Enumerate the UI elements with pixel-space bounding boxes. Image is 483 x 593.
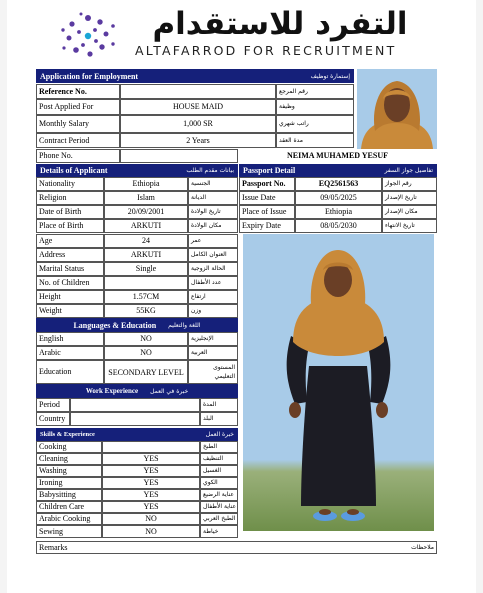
skill-cooking-label: Cooking: [36, 441, 102, 453]
issue-place-value[interactable]: Ethiopia: [295, 205, 382, 219]
skill-cleaning-label-ar: التنظيف: [200, 453, 238, 465]
passport-title: Passport Detail: [243, 166, 296, 175]
marital-label-ar: الحالة الزوجية: [188, 262, 238, 276]
post-value[interactable]: HOUSE MAID: [120, 99, 276, 115]
pob-label: Place of Birth: [36, 219, 104, 233]
arabic-label: Arabic: [36, 346, 104, 360]
skill-washing-label-ar: الغسيل: [200, 465, 238, 477]
skill-children-care-value[interactable]: YES: [102, 501, 200, 513]
reference-value[interactable]: [120, 84, 276, 99]
portrait-figure-icon: [357, 69, 437, 149]
issue-date-label-ar: تاريخ الإصدار: [382, 191, 437, 205]
skill-washing-value[interactable]: YES: [102, 465, 200, 477]
education-value[interactable]: SECONDARY LEVEL: [104, 360, 188, 384]
brand-english-name: ALTAFARROD FOR RECRUITMENT: [135, 43, 397, 58]
application-title: Application for Employment: [40, 71, 139, 81]
issue-place-label: Place of Issue: [239, 205, 295, 219]
expiry-date-value[interactable]: 08/05/2030: [295, 219, 382, 233]
dob-label: Date of Birth: [36, 205, 104, 219]
arabic-label-ar: العربية: [188, 346, 238, 360]
period-label: Period: [36, 398, 70, 412]
children-value[interactable]: [104, 276, 188, 290]
remarks-label: Remarks: [39, 542, 68, 552]
post-label-ar: وظيفة: [276, 99, 354, 115]
expiry-date-label-ar: تاريخ الانتهاء: [382, 219, 437, 233]
issue-date-label: Issue Date: [239, 191, 295, 205]
skill-ironing-value[interactable]: YES: [102, 477, 200, 489]
work-title: Work Experience: [85, 387, 139, 395]
salary-label-ar: راتب شهري: [276, 115, 354, 133]
skill-cleaning-label: Cleaning: [36, 453, 102, 465]
skill-ironing-label: Ironing: [36, 477, 102, 489]
weight-label: Weight: [36, 304, 104, 318]
skill-sewing-label: Sewing: [36, 525, 102, 538]
contract-value[interactable]: 2 Years: [120, 133, 276, 148]
skill-sewing-value[interactable]: NO: [102, 525, 200, 538]
height-value[interactable]: 1.57CM: [104, 290, 188, 304]
period-value[interactable]: [70, 398, 200, 412]
age-label-ar: عمر: [188, 234, 238, 248]
passport-no-value[interactable]: EQ2561563: [295, 177, 382, 191]
post-label: Post Applied For: [36, 99, 120, 115]
education-label: Education: [36, 360, 104, 384]
address-value[interactable]: ARKUTI: [104, 248, 188, 262]
issue-place-label-ar: مكان الإصدار: [382, 205, 437, 219]
weight-label-ar: وزن: [188, 304, 238, 318]
skill-babysitting-value[interactable]: YES: [102, 489, 200, 501]
passport-header: [239, 164, 437, 177]
applicant-header: [36, 164, 238, 177]
address-label-ar: العنوان الكامل: [188, 248, 238, 262]
expiry-date-label: Expiry Date: [239, 219, 295, 233]
skill-children-care-label-ar: عناية الأطفال: [200, 501, 238, 513]
dob-value[interactable]: 20/09/2001: [104, 205, 188, 219]
issue-date-value[interactable]: 09/05/2025: [295, 191, 382, 205]
passport-no-label: Passport No.: [239, 177, 295, 191]
applicant-full-photo: [243, 234, 434, 531]
nationality-value[interactable]: Ethiopia: [104, 177, 188, 191]
reference-label-ar: رقم المرجع: [276, 84, 354, 99]
marital-label: Marital Status: [36, 262, 104, 276]
pob-value[interactable]: ARKUTI: [104, 219, 188, 233]
contract-label: Contract Period: [36, 133, 120, 148]
applicant-title: Details of Applicant: [40, 166, 108, 175]
work-header: [36, 384, 238, 398]
religion-label: Religion: [36, 191, 104, 205]
country-value[interactable]: [70, 412, 200, 426]
reference-label: Reference No.: [36, 84, 120, 99]
children-label: No. of Children: [36, 276, 104, 290]
full-body-figure-icon: [243, 234, 434, 531]
passport-title-ar: تفاصيل جواز السفر: [384, 167, 433, 174]
phone-value[interactable]: [120, 149, 238, 163]
children-label-ar: عدد الأطفال: [188, 276, 238, 290]
skill-arabic-cooking-label-ar: الطبخ العربي: [200, 513, 238, 525]
dob-label-ar: تاريخ الولادة: [188, 205, 238, 219]
phone-label: Phone No.: [36, 149, 120, 163]
skill-children-care-label: Children Care: [36, 501, 102, 513]
application-title-ar: إستمارة توظيف: [310, 72, 350, 80]
remarks-row[interactable]: [36, 541, 437, 554]
skill-ironing-label-ar: الكوي: [200, 477, 238, 489]
height-label-ar: ارتفاع: [188, 290, 238, 304]
pob-label-ar: مكان الولادة: [188, 219, 238, 233]
applicant-title-ar: بيانات مقدم الطلب: [186, 167, 234, 174]
nationality-label-ar: الجنسية: [188, 177, 238, 191]
english-label: English: [36, 332, 104, 346]
skill-babysitting-label-ar: عناية الرضيع: [200, 489, 238, 501]
skill-arabic-cooking-label: Arabic Cooking: [36, 513, 102, 525]
marital-value[interactable]: Single: [104, 262, 188, 276]
salary-value[interactable]: 1,000 SR: [120, 115, 276, 133]
arabic-value[interactable]: NO: [104, 346, 188, 360]
salary-label: Monthly Salary: [36, 115, 120, 133]
application-header: [36, 69, 354, 83]
skill-cooking-value[interactable]: [102, 441, 200, 453]
skill-cleaning-value[interactable]: YES: [102, 453, 200, 465]
period-label-ar: المدة: [200, 398, 238, 412]
languages-header: [36, 318, 238, 332]
skill-washing-label: Washing: [36, 465, 102, 477]
skill-arabic-cooking-value[interactable]: NO: [102, 513, 200, 525]
education-label-ar: المستوى التعليمي: [188, 360, 238, 384]
skills-header: [36, 428, 238, 441]
religion-value[interactable]: Islam: [104, 191, 188, 205]
remarks-label-ar: ملاحظات: [411, 543, 434, 551]
address-label: Address: [36, 248, 104, 262]
height-label: Height: [36, 290, 104, 304]
nationality-label: Nationality: [36, 177, 104, 191]
brand-arabic-name: التفرد للاستقدام: [152, 6, 408, 42]
skills-title: Skills & Experience: [40, 431, 95, 438]
skill-sewing-label-ar: خياطة: [200, 525, 238, 538]
languages-title: Languages & Education: [73, 320, 157, 330]
languages-title-ar: اللغة والتعليم: [168, 321, 201, 329]
passport-no-label-ar: رقم الجواز: [382, 177, 437, 191]
age-value[interactable]: 24: [104, 234, 188, 248]
contract-label-ar: مدة العقد: [276, 133, 354, 148]
applicant-name: NEIMA MUHAMED YESUF: [238, 149, 437, 163]
skill-cooking-label-ar: الطبخ: [200, 441, 238, 453]
country-label-ar: البلد: [200, 412, 238, 426]
skills-title-ar: خبرة العمل: [205, 431, 234, 438]
english-label-ar: الإنجليزية: [188, 332, 238, 346]
work-title-ar: خبرة في العمل: [150, 387, 189, 395]
skill-babysitting-label: Babysitting: [36, 489, 102, 501]
religion-label-ar: الديانة: [188, 191, 238, 205]
country-label: Country: [36, 412, 70, 426]
applicant-portrait-photo: [357, 69, 437, 149]
weight-value[interactable]: 55KG: [104, 304, 188, 318]
age-label: Age: [36, 234, 104, 248]
english-value[interactable]: NO: [104, 332, 188, 346]
